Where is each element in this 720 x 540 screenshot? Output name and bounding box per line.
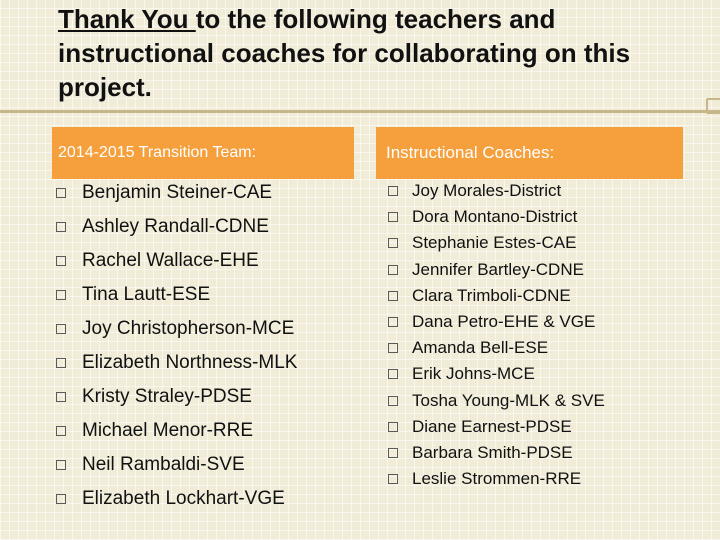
coach-item-text: Tosha Young-MLK & SVE [412, 390, 605, 410]
transition-team-item-text: Joy Christopherson-MCE [82, 318, 295, 339]
square-bullet-icon [388, 265, 398, 275]
coach-item [388, 466, 605, 492]
coach-item [388, 414, 605, 440]
coach-item-text: Joy Morales-District [412, 181, 562, 201]
transition-team-item [56, 210, 297, 244]
transition-team-item-text: Neil Rambaldi-SVE [82, 454, 245, 475]
square-outline-icon [706, 98, 720, 114]
transition-team-item [56, 244, 297, 278]
transition-team-item-text: Benjamin Steiner-CAE [82, 182, 273, 203]
square-bullet-icon [388, 186, 398, 196]
square-bullet-icon [56, 256, 66, 266]
coach-item [388, 178, 605, 204]
coach-item [388, 388, 605, 414]
transition-team-header: 2014-2015 Transition Team: [52, 127, 354, 179]
transition-team-item-text: Elizabeth Northness-MLK [82, 352, 298, 373]
coach-item [388, 309, 605, 335]
coach-item-text: Clara Trimboli-CDNE [412, 285, 571, 305]
coach-item [388, 440, 605, 466]
square-bullet-icon [56, 324, 66, 334]
transition-team-item-text: Michael Menor-RRE [82, 420, 254, 441]
transition-team-item [56, 176, 297, 210]
slide-title [58, 2, 698, 104]
title-rest-text: to the following teachers and instructional coaches for collaborating on this project. [58, 4, 631, 102]
square-bullet-icon [388, 474, 398, 484]
square-bullet-icon [56, 426, 66, 436]
transition-team-item-text: Rachel Wallace-EHE [82, 250, 259, 271]
coach-item [388, 257, 605, 283]
transition-team-item-text: Tina Lautt-ESE [82, 284, 211, 305]
square-bullet-icon [388, 369, 398, 379]
transition-team-item [56, 380, 297, 414]
square-bullet-icon [388, 422, 398, 432]
transition-team-item [56, 312, 297, 346]
coach-item-text: Stephanie Estes-CAE [412, 233, 577, 253]
title-divider [0, 110, 720, 113]
coach-item [388, 283, 605, 309]
square-bullet-icon [388, 238, 398, 248]
title-underlined-text: Thank You [58, 4, 196, 34]
square-bullet-icon [56, 188, 66, 198]
transition-team-item [56, 414, 297, 448]
coach-item [388, 335, 605, 361]
square-bullet-icon [388, 448, 398, 458]
transition-team-item-text: Kristy Straley-PDSE [82, 386, 252, 407]
transition-team-item-text: Ashley Randall-CDNE [82, 216, 269, 237]
coach-item-text: Diane Earnest-PDSE [412, 416, 572, 436]
coach-item-text: Leslie Strommen-RRE [412, 469, 582, 489]
transition-team-item [56, 482, 297, 516]
coach-item [388, 230, 605, 256]
transition-team-item [56, 448, 297, 482]
square-bullet-icon [56, 494, 66, 504]
instructional-coaches-header: Instructional Coaches: [376, 127, 683, 179]
coach-item-text: Dana Petro-EHE & VGE [412, 312, 596, 332]
square-bullet-icon [56, 358, 66, 368]
coach-item-text: Erik Johns-MCE [412, 364, 535, 384]
square-bullet-icon [56, 222, 66, 232]
square-bullet-icon [388, 212, 398, 222]
instructional-coaches-list [388, 178, 605, 492]
coach-item [388, 204, 605, 230]
transition-team-item-text: Elizabeth Lockhart-VGE [82, 488, 285, 509]
coach-item-text: Barbara Smith-PDSE [412, 442, 573, 462]
square-bullet-icon [56, 460, 66, 470]
transition-team-item [56, 278, 297, 312]
square-bullet-icon [388, 291, 398, 301]
square-bullet-icon [388, 396, 398, 406]
transition-team-list [56, 176, 297, 516]
square-bullet-icon [56, 392, 66, 402]
square-bullet-icon [388, 343, 398, 353]
coach-item-text: Jennifer Bartley-CDNE [412, 259, 584, 279]
coach-item-text: Amanda Bell-ESE [412, 338, 549, 358]
coach-item-text: Dora Montano-District [412, 207, 578, 227]
square-bullet-icon [388, 317, 398, 327]
transition-team-item [56, 346, 297, 380]
coach-item [388, 361, 605, 387]
square-bullet-icon [56, 290, 66, 300]
